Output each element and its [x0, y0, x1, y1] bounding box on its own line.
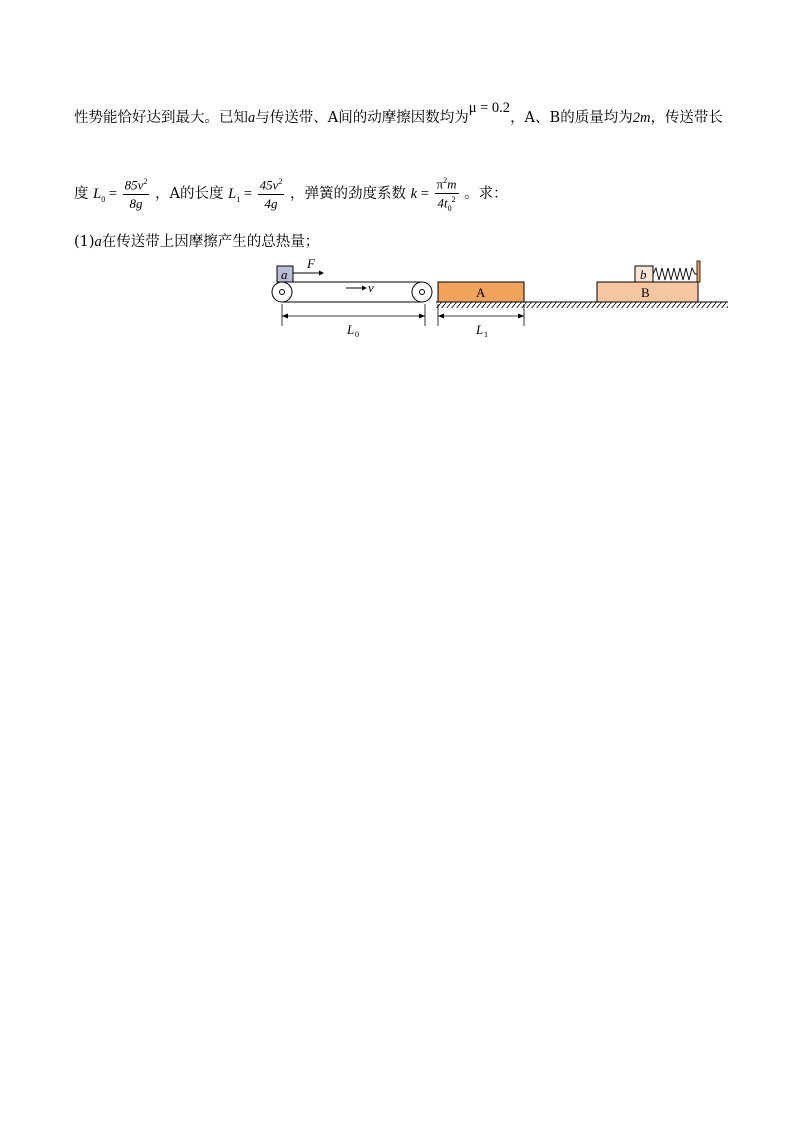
wall-stop: [697, 261, 700, 282]
text-segment: ，传送带长: [650, 110, 723, 126]
text-segment: 度: [74, 185, 89, 202]
symbol-a: a: [94, 234, 102, 250]
L1-label-subscript: 1: [484, 330, 488, 339]
conveyor-belt: [272, 282, 432, 302]
text-segment: ，A、B的质量均为: [510, 110, 633, 126]
dimension-L1: [438, 304, 524, 339]
k-denominator: 4t: [437, 195, 448, 211]
text-segment: 。求：: [464, 185, 508, 202]
L1-numerator-exponent: 2: [278, 176, 283, 186]
text-segment: 性势能恰好达到最大。已知: [74, 110, 248, 126]
block-b-label: b: [640, 267, 647, 282]
L0-formula: [93, 176, 155, 212]
text-segment: ，A的长度: [155, 185, 224, 202]
k-denominator-exponent: 2: [451, 195, 456, 205]
L0-denominator: 8g: [129, 196, 143, 212]
k-numerator-m: m: [447, 176, 457, 192]
part-number: (1): [74, 234, 95, 250]
L1-denominator: 4g: [264, 196, 278, 212]
equals-sign: =: [420, 185, 429, 202]
equals-sign: =: [243, 185, 253, 202]
physics-diagram: [260, 256, 730, 340]
velocity-label: v: [368, 280, 374, 295]
L0-numerator: 85v: [124, 177, 144, 193]
plank-A-label: A: [476, 285, 486, 300]
mass-formula: 2m: [632, 110, 651, 126]
mu-formula: μ = 0.2: [468, 100, 511, 116]
L1-subscript: 1: [236, 194, 241, 204]
equals-sign: =: [108, 185, 117, 202]
part-text: 在传送带上因摩擦产生的总热量；: [101, 234, 320, 250]
L1-fraction: [258, 177, 285, 212]
dimension-L0: [282, 304, 425, 339]
k-fraction: [435, 176, 459, 213]
L1-symbol: L: [228, 185, 237, 202]
L0-numerator-exponent: 2: [143, 176, 148, 186]
k-numerator-pi: π: [436, 176, 444, 192]
L0-fraction: [123, 177, 150, 212]
block-a-label: a: [281, 267, 288, 282]
question-line-1: [74, 100, 723, 127]
L1-label: L: [476, 322, 484, 337]
question-part-1: [74, 230, 319, 251]
L0-label-subscript: 0: [355, 330, 359, 339]
question-line-2: [74, 176, 508, 213]
L0-label: L: [347, 322, 355, 337]
L0-subscript: 0: [101, 194, 106, 204]
L1-formula: [228, 176, 290, 212]
L1-numerator: 45v: [259, 177, 279, 193]
text-segment: ，弹簧的劲度系数: [290, 185, 407, 202]
k-symbol: k: [410, 185, 418, 202]
ground-hatching: [436, 302, 728, 308]
text-segment: 与传送带、A间的动摩擦因数均为: [255, 110, 469, 126]
spring-icon: [653, 268, 697, 280]
L0-symbol: L: [93, 185, 102, 202]
k-numerator-exponent: 2: [443, 176, 448, 185]
k-formula: [410, 176, 464, 214]
symbol-a: a: [248, 110, 256, 126]
k-denominator-subscript: 0: [447, 204, 452, 214]
plank-B-label: B: [641, 285, 650, 300]
force-label: F: [307, 256, 315, 271]
